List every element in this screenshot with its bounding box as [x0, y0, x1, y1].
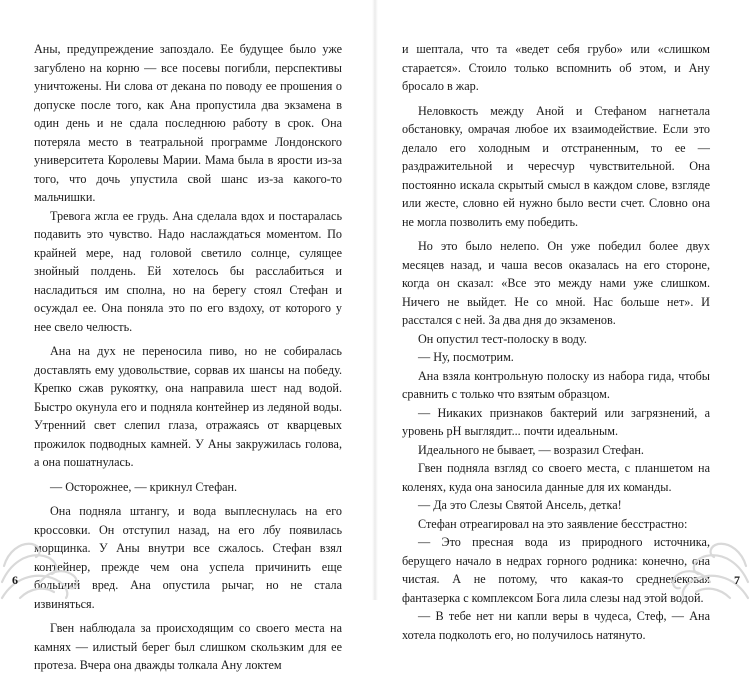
paragraph: Гвен наблюдала за происходящим со своего места на камнях — илистый берег был слишком скользким для ее протеза. Вчера она дважды толкала Ану локтем — [34, 621, 342, 672]
paragraph: — Осторожнее, — крикнул Стефан. — [50, 479, 238, 494]
paragraph: Но это было нелепо. Он уже победил более двух месяцев назад, и чаша весов оказалась на его стороне, когда он сказал: «Все это между нами уже слишком. Ничего не выйдет. Не со мной. Нас больше нет». И расстался с ней. За два дня до экзаменов. — [402, 239, 710, 327]
paragraph: Ана взяла контрольную полоску из набора гида, чтобы сравнить с только что взятым образцом. — [402, 368, 710, 401]
paragraph: Тревога жгла ее грудь. Ана сделала вдох и постаралась подавить это чувство. Надо наслаждаться моментом. По крайней мере, над головой светило солнце, сулящее знойный полдень. Ей хотелось бы расслабиться и насладиться им сполна, но на берегу стоял Стефан и осуждал ее. Она поняла это по его вздоху, от которого у нее свело челюсть. — [34, 208, 342, 334]
paragraph: Ана на дух не переносила пиво, но не собиралась доставлять ему удовольствие, сорвав их шансы на победу. Крепко сжав рукоятку, она направила шест над водой. Быстро окунула его и подняла контейнер из ледяной воды. Утренний свет слепил глаза, отражаясь от кварцевых прожилок подводных камней. У Аны закружилась голова, а она пошатнулась. — [34, 344, 342, 469]
paragraph: — Это пресная вода из природного источника, берущего начало в недрах горного родника: конечно, она чистая. А не потому, что какая-то средневековая фантазерка с комплексом Бога лила слезы над этой водой. — [402, 535, 710, 605]
right-page — [375, 0, 750, 642]
paragraph: Аны, предупреждение запоздало. Ее будущее было уже загублено на корню — все посевы погибли, перспективы уничтожены. Ни слова от декана по поводу ее прошения о допуске после того, как Ана пропустила два экзамена в один день и не сдала последнюю работу в срок. Она потеряла место в театральной программе Лондонского университета Королевы Марии. Мама была в ярости из-за того, что дочь упустила свой шанс из-за какого-то мальчишки. — [34, 42, 342, 204]
paragraph: Он опустил тест-полоску в воду. — [418, 331, 587, 346]
page-number: 7 — [734, 573, 740, 587]
paragraph: — Да это Слезы Святой Ансель, детка! — [418, 498, 622, 512]
paragraph: — Никаких признаков бактерий или загрязнений, а уровень pH выглядит... почти идеальным. — [402, 405, 710, 438]
floral-ornament-icon — [664, 522, 750, 600]
paragraph: Идеального не бывает, — возразил Стефан. — [418, 442, 644, 457]
page-number: 6 — [12, 573, 18, 587]
paragraph: и шептала, что та «ведет себя грубо» или «слишком старается». Стоило только вспомнить об этом, и Ану бросало в жар. — [402, 42, 710, 93]
paragraph: Стефан отреагировал на это заявление бесстрастно: — [418, 516, 688, 531]
left-page — [0, 0, 375, 672]
paragraph: Она подняла штангу, и вода выплеснулась на его кроссовки. Он отступил назад, на его лбу появилась морщинка. У Аны внутри все сжалось. Стефан взял контейнер, прежде чем она успела причинить еще больший вред. Ана опустила рычаг, но не стала извиняться. — [34, 504, 342, 611]
paragraph: — Ну, посмотрим. — [418, 350, 514, 364]
paragraph: — В тебе нет ни капли веры в чудеса, Стеф, — Ана хотела подколоть его, но получилось натянуто. — [402, 609, 710, 642]
paragraph: Гвен подняла взгляд со своего места, с планшетом на коленях, куда она заносила данные для их команды. — [402, 461, 710, 494]
paragraph: Неловкость между Аной и Стефаном нагнетала обстановку, омрачая любое их взаимодействие. Если это делало его холодным и отстраненным, то ее — раздражительной и чересчур чувствительной. Она постоянно искала скрытый смысл в каждом слове, взгляде или жесте, словно ей нужно было вести счет. Словно она не могла позволить ему победить. — [402, 103, 710, 229]
floral-ornament-icon — [0, 522, 86, 600]
